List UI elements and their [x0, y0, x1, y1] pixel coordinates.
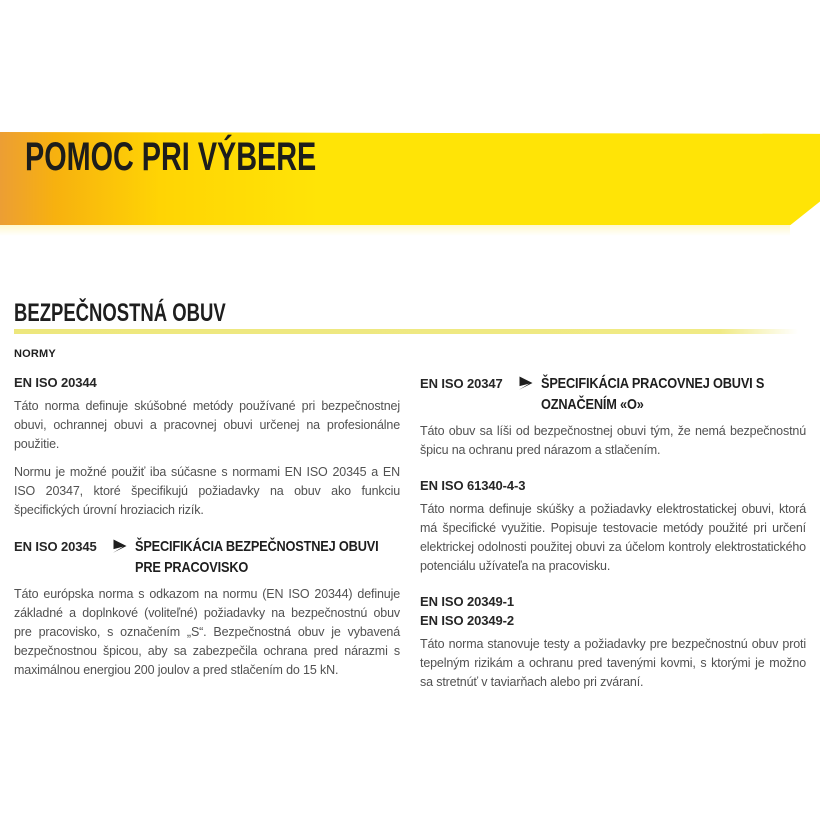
section-safety-footwear: [14, 299, 806, 692]
left-column: [14, 373, 400, 692]
norm-heading: ŠPECIFIKÁCIA PRACOVNEJ OBUVI S OZNAČENÍM «O»: [541, 375, 765, 413]
norm-paragraph: Táto norma definuje skúšobné metódy používané pri bezpečnostnej obuvi, ochrannej obuvi a pracovnej obuvi určenej na profesionálne použitie.: [14, 399, 400, 451]
norm-paragraph: Táto norma definuje skúšky a požiadavky elektrostatickej obuvi, ktorá má špecifické využitie. Popisuje testovacie metódy použité pri určení elektrickej odolnosti použitej obuvi za účelom kontroly elektrostatického potenciálu užívateľa na pracovisku.: [420, 502, 806, 573]
norm-heading: ŠPECIFIKÁCIA BEZPEČNOSTNEJ OBUVI PRE PRACOVISKO: [135, 538, 379, 576]
right-column: [420, 373, 806, 692]
norm-paragraph: Táto európska norma s odkazom na normu (EN ISO 20344) definuje základné a doplnkové (voliteľné) požiadavky na bezpečnostnú obuv pre pracovisko, s označením „S“. Bezpečnostná obuv je vybavená bezpečnostnou špicou, aby sa zabezpečila ochrana pred nárazmi s maximálnou energiou 200 joulov a pred stlačením do 15 kN.: [14, 587, 400, 677]
norm-label: EN ISO 20345: [14, 539, 97, 554]
norm-label: EN ISO 61340-4-3: [420, 478, 526, 493]
banner: [0, 131, 820, 225]
section-title: BEZPEČNOSTNÁ OBUV: [14, 299, 226, 327]
norm-paragraph: Táto norma stanovuje testy a požiadavky pre bezpečnostnú obuv proti tepelným rizikám a ochranu pred tavenými kovmi, s ktorými je možno sa stretnúť v taviarňach alebo pri zváraní.: [420, 637, 806, 689]
norm-heading-row: [420, 373, 806, 415]
norm-block-en-iso-61340: [420, 476, 806, 576]
arrow-right-icon: [113, 536, 135, 553]
page-title: POMOC PRI VÝBERE: [25, 135, 317, 179]
norm-block-en-iso-20345: [14, 536, 400, 680]
norm-block-en-iso-20344: [14, 373, 400, 520]
norm-label: EN ISO 20344: [14, 375, 97, 390]
arrow-right-icon: [519, 373, 541, 390]
section-subheading: NORMY: [14, 348, 56, 360]
banner-bottom-fade: [0, 225, 790, 236]
norm-heading-row: [14, 536, 400, 578]
norm-label: EN ISO 20347: [420, 376, 503, 391]
norm-label: EN ISO 20349-1: [420, 594, 514, 609]
norm-label: EN ISO 20349-2: [420, 613, 514, 628]
norm-block-en-iso-20349: [420, 592, 806, 692]
norm-paragraph: Normu je možné použiť iba súčasne s normami EN ISO 20345 a EN ISO 20347, ktoré špecifikujú požiadavky na obuv ako funkciu špecifických úrovní hroziacich rizík.: [14, 465, 400, 517]
norm-paragraph: Táto obuv sa líši od bezpečnostnej obuvi tým, že nemá bezpečnostnú špicu na ochranu pred nárazom a stlačením.: [420, 424, 806, 457]
two-column-layout: [14, 373, 806, 692]
section-underline: [14, 329, 798, 334]
norm-block-en-iso-20347: [420, 373, 806, 460]
